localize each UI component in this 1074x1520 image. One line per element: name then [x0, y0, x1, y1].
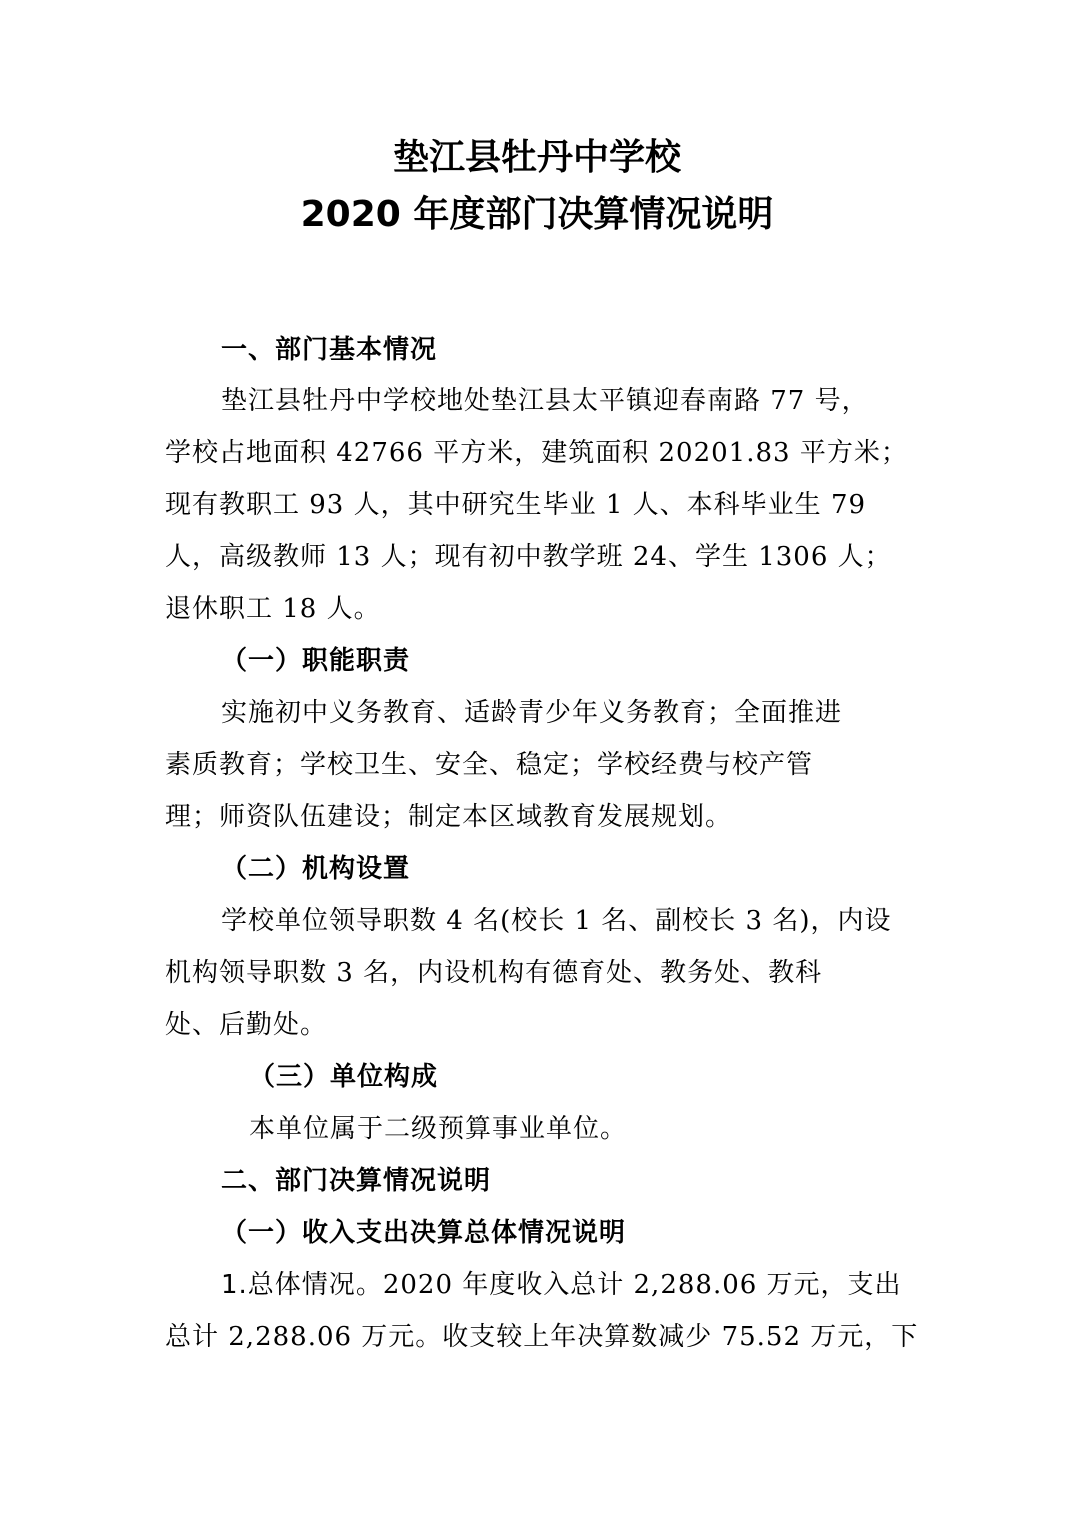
organization-line: 学校单位领导职数 4 名(校长 1 名、副校长 3 名)，内设 — [221, 906, 892, 936]
summary-line: 总计 2,288.06 万元。收支较上年决算数减少 75.52 万元，下 — [165, 1322, 919, 1352]
document-title-school: 垫江县牡丹中学校 — [392, 137, 681, 178]
section1-para-line: 学校占地面积 42766 平方米，建筑面积 20201.83 平方米； — [165, 438, 908, 468]
subsection-heading-organization: （二）机构设置 — [221, 854, 411, 884]
summary-line — [221, 1265, 902, 1305]
section2-heading: 二、部门决算情况说明 — [221, 1166, 492, 1196]
section1-para-line: 人，高级教师 13 人；现有初中教学班 24、学生 1306 人； — [165, 542, 892, 572]
subsection-heading-summary: （一）收入支出决算总体情况说明 — [221, 1218, 627, 1248]
composition-line: 本单位属于二级预算事业单位。 — [249, 1114, 628, 1144]
summary-lead: 1.总体情况 — [221, 1270, 356, 1300]
document-title-report: 2020 年度部门决算情况说明 — [300, 194, 774, 235]
section1-heading: 一、部门基本情况 — [221, 335, 438, 365]
subsection-heading-functions: （一）职能职责 — [221, 646, 411, 676]
functions-line: 素质教育；学校卫生、安全、稳定；学校经费与校产管 — [165, 750, 814, 780]
functions-line: 理；师资队伍建设；制定本区域教育发展规划。 — [165, 802, 733, 832]
summary-line-rest: 。2020 年度收入总计 2,288.06 万元，支出 — [355, 1270, 902, 1300]
organization-line: 机构领导职数 3 名，内设机构有德育处、教务处、教科 — [165, 958, 823, 988]
functions-line: 实施初中义务教育、适龄青少年义务教育；全面推进 — [221, 698, 843, 728]
section1-para-line: 退休职工 18 人。 — [165, 594, 381, 624]
subsection-heading-composition: （三）单位构成 — [249, 1062, 439, 1092]
section1-para-line: 垫江县牡丹中学校地处垫江县太平镇迎春南路 77 号， — [221, 386, 869, 416]
section1-para-line: 现有教职工 93 人，其中研究生毕业 1 人、本科毕业生 79 — [165, 490, 867, 520]
organization-line: 处、后勤处。 — [165, 1010, 328, 1040]
